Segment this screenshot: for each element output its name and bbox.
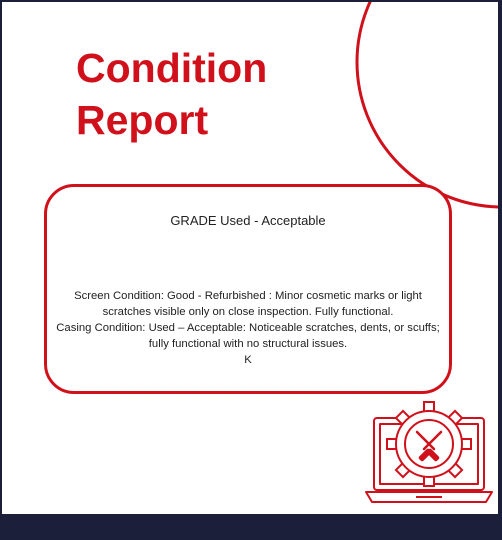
screen-condition-line-2: scratches visible only on close inspection. Fully functional. xyxy=(102,306,394,318)
casing-condition-line-2: fully functional with no structural issues. xyxy=(148,338,348,350)
page-title xyxy=(76,42,267,146)
grade-label: GRADE Used - Acceptable xyxy=(170,213,326,228)
report-page xyxy=(2,2,498,514)
trailing-note: K xyxy=(244,354,252,366)
condition-details xyxy=(55,288,441,368)
condition-card xyxy=(44,184,452,394)
title-line-1: Condition xyxy=(76,45,268,91)
laptop-repair-icon xyxy=(362,398,496,514)
footer-bar xyxy=(0,514,502,540)
screen-condition-line-1: Screen Condition: Good - Refurbished : Minor cosmetic marks or light xyxy=(74,290,422,302)
title-line-2: Report xyxy=(76,97,209,143)
casing-condition-line-1: Casing Condition: Used – Acceptable: Noticeable scratches, dents, or scuffs; xyxy=(56,322,440,334)
